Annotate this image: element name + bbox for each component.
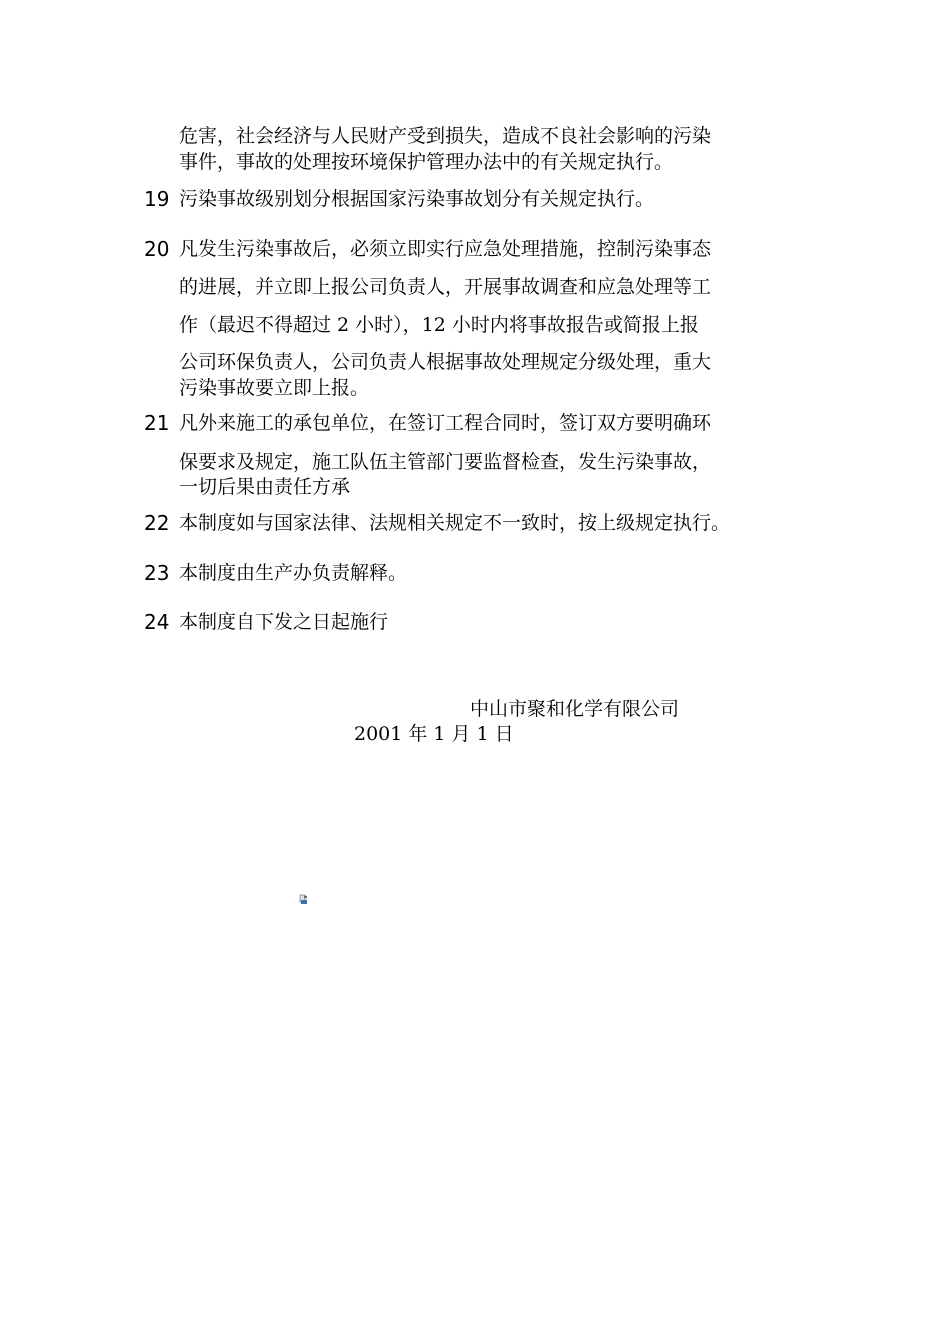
clause-22-line-1: 本制度如与国家法律、法规相关规定不一致时，按上级规定执行。: [179, 512, 731, 534]
clause-21-line-3: 一切后果由责任方承: [179, 476, 351, 498]
clause-22-number: 22: [144, 511, 170, 535]
clause-18-line-1: 危害，社会经济与人民财产受到损失，造成不良社会影响的污染: [179, 125, 712, 147]
clause-23-line-1: 本制度由生产办负责解释。: [179, 562, 408, 584]
clause-19-number: 19: [144, 187, 170, 211]
clause-21-line-2: 保要求及规定，施工队伍主管部门要监督检查，发生污染事故，: [179, 451, 712, 473]
clause-20-line-3: 作（最迟不得超过 2 小时），12 小时内将事故报告或简报上报: [179, 314, 699, 336]
clause-20-line-2: 的进展，并立即上报公司负责人，开展事故调查和应急处理等工: [179, 276, 712, 298]
clause-19-line-1: 污染事故级别划分根据国家污染事故划分有关规定执行。: [179, 188, 655, 210]
clause-21-line-1: 凡外来施工的承包单位，在签订工程合同时，签订双方要明确环: [179, 412, 712, 434]
signature-company: 中山市聚和化学有限公司: [470, 698, 680, 720]
clause-18-line-2: 事件，事故的处理按环境保护管理办法中的有关规定执行。: [179, 151, 674, 173]
clause-20-line-4: 公司环保负责人，公司负责人根据事故处理规定分级处理，重大: [179, 351, 712, 373]
clause-24-line-1: 本制度自下发之日起施行: [179, 611, 389, 633]
clause-23-number: 23: [144, 561, 170, 585]
signature-date: 2001 年 1 月 1 日: [354, 723, 514, 745]
small-image-icon: [299, 894, 309, 905]
clause-20-number: 20: [144, 237, 170, 261]
clause-24-number: 24: [144, 610, 170, 634]
clause-20-line-1: 凡发生污染事故后，必须立即实行应急处理措施，控制污染事态: [179, 238, 712, 260]
clause-21-number: 21: [144, 411, 170, 435]
clause-20-line-5: 污染事故要立即上报。: [179, 377, 370, 399]
